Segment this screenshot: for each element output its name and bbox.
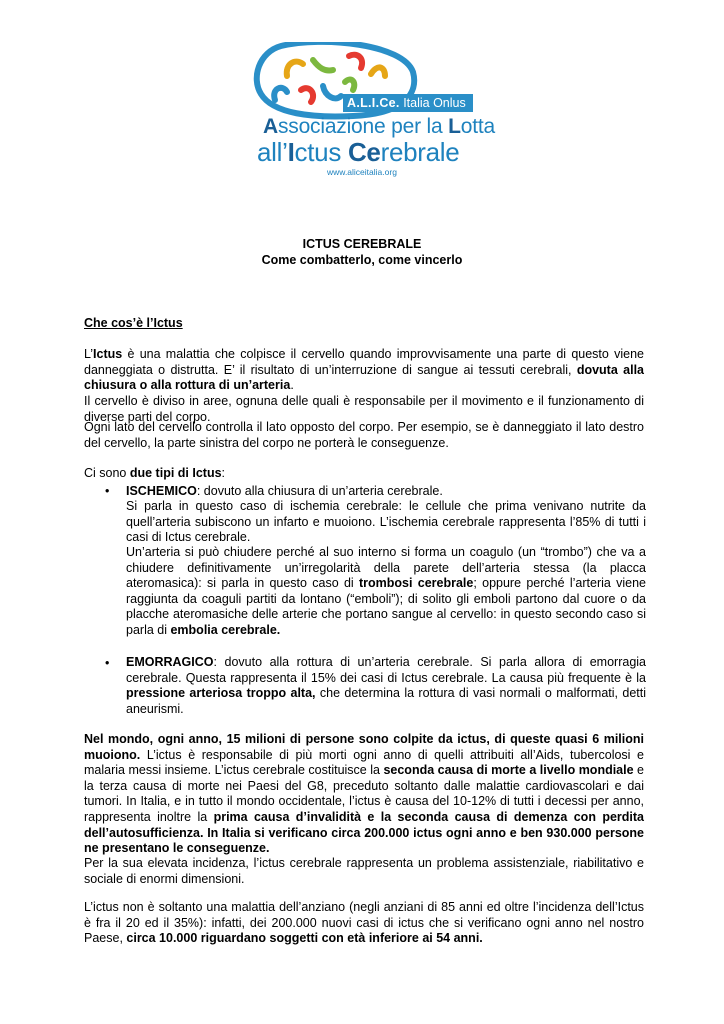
ischemico-paragraph-1: Si parla in questo caso di ischemia cerebrale: le cellule che prima venivano nutrite da quell’arteria subiscono un infarto e muoiono. L’ischemia cerebrale rappresenta l’85% di tutti i casi di Ictus cerebrale.	[126, 499, 646, 545]
alice-logo	[253, 42, 495, 178]
ischemico-definition: ISCHEMICO: dovuto alla chiusura di un’arteria cerebrale.	[126, 484, 443, 498]
logo-badge: A.L.I.Ce. Italia Onlus	[343, 94, 473, 112]
logo-url: www.aliceitalia.org	[327, 167, 397, 177]
document-title: ICTUS CEREBRALE	[302, 237, 422, 251]
intro-paragraph: L’Ictus è una malattia che colpisce il cervello quando improvvisamente una parte di questo viene danneggiata o distrutta. E’ il risultato di un’interruzione di sangue ai tessuti cerebrali, dovuta alla chiusura o alla rottura di un’arteria.	[84, 347, 644, 393]
incidence-paragraph: Per la sua elevata incidenza, l’ictus cerebrale rappresenta un problema assistenziale, riabilitativo e sociale di enormi dimensioni.	[84, 856, 644, 886]
bullet-emorragico: •	[105, 656, 110, 670]
section-heading: Che cos’è l’Ictus	[84, 316, 183, 330]
ischemico-paragraph-2: Un’arteria si può chiudere perché al suo interno si forma un coagulo (un “trombo”) che va a chiudere definitivamente un’irregolarità della parete dell’arteria stessa (la placca ateromasica): si parla in questo caso di trombosi cerebrale; oppure perché l’arteria viene raggiunta da coaguli partiti da lontano (“emboli”); di solito gli emboli partono dal cuore o da placche ateromasiche delle arterie che portano sangue al cervello: in questo secondo caso si parla di embolia cerebrale.	[126, 545, 647, 637]
bullet-ischemico: •	[105, 484, 110, 498]
elderly-paragraph: L’ictus non è soltanto una malattia dell’anziano (negli anziani di 85 anni ed oltre l’incidenza dell’Ictus è fra il 20 ed il 35%): infatti, dei 200.000 nuovi casi di ictus che si verificano ogni anno nel nostro Paese, circa 10.000 riguardano soggetti con età inferiore ai 54 anni.	[84, 900, 644, 946]
document-subtitle: Come combatterlo, come vincerlo	[261, 253, 463, 267]
types-intro: Ci sono due tipi di Ictus:	[84, 466, 226, 480]
logo-name-line1: Associazione per la Lotta	[263, 115, 495, 138]
brain-sides-paragraph: Ogni lato del cervello controlla il lato opposto del corpo. Per esempio, se è danneggiato il lato destro del cervello, la parte sinistra del corpo ne porterà le conseguenze.	[84, 420, 644, 450]
emorragico-paragraph: EMORRAGICO: dovuto alla rottura di un’arteria cerebrale. Si parla allora di emorragia cerebrale. Questa rappresenta il 15% dei casi di Ictus cerebrale. La causa più frequente è la pressione arteriosa troppo alta, che determina la rottura di vasi normali o malformati, detti aneurismi.	[126, 655, 646, 716]
brain-areas-paragraph: Il cervello è diviso in aree, ognuna delle quali è responsabile per il movimento e il funzionamento di diverse parti del corpo.	[84, 394, 644, 424]
logo-name-line2: all’Ictus Cerebrale	[257, 137, 460, 167]
world-statistics-paragraph: Nel mondo, ogni anno, 15 milioni di persone sono colpite da ictus, di queste quasi 6 milioni muoiono. L’ictus è responsabile di più morti ogni anno di quelli attribuiti all’Aids, tubercolosi e malaria messi insieme. L’ictus cerebrale costituisce la seconda causa di morte a livello mondiale e la terza causa di morte nei Paesi del G8, preceduto soltanto dalle malattie cardiovascolari e dai tumori. In Italia, e in tutto il mondo occidentale, l’ictus è causa del 10-12% di tutti i decessi per anno, rappresenta inoltre la prima causa d’invalidità e la seconda causa di demenza con perdita dell’autosufficienza. In Italia si verificano circa 200.000 ictus ogni anno e ben 930.000 persone ne presentano le conseguenze.	[84, 732, 644, 856]
